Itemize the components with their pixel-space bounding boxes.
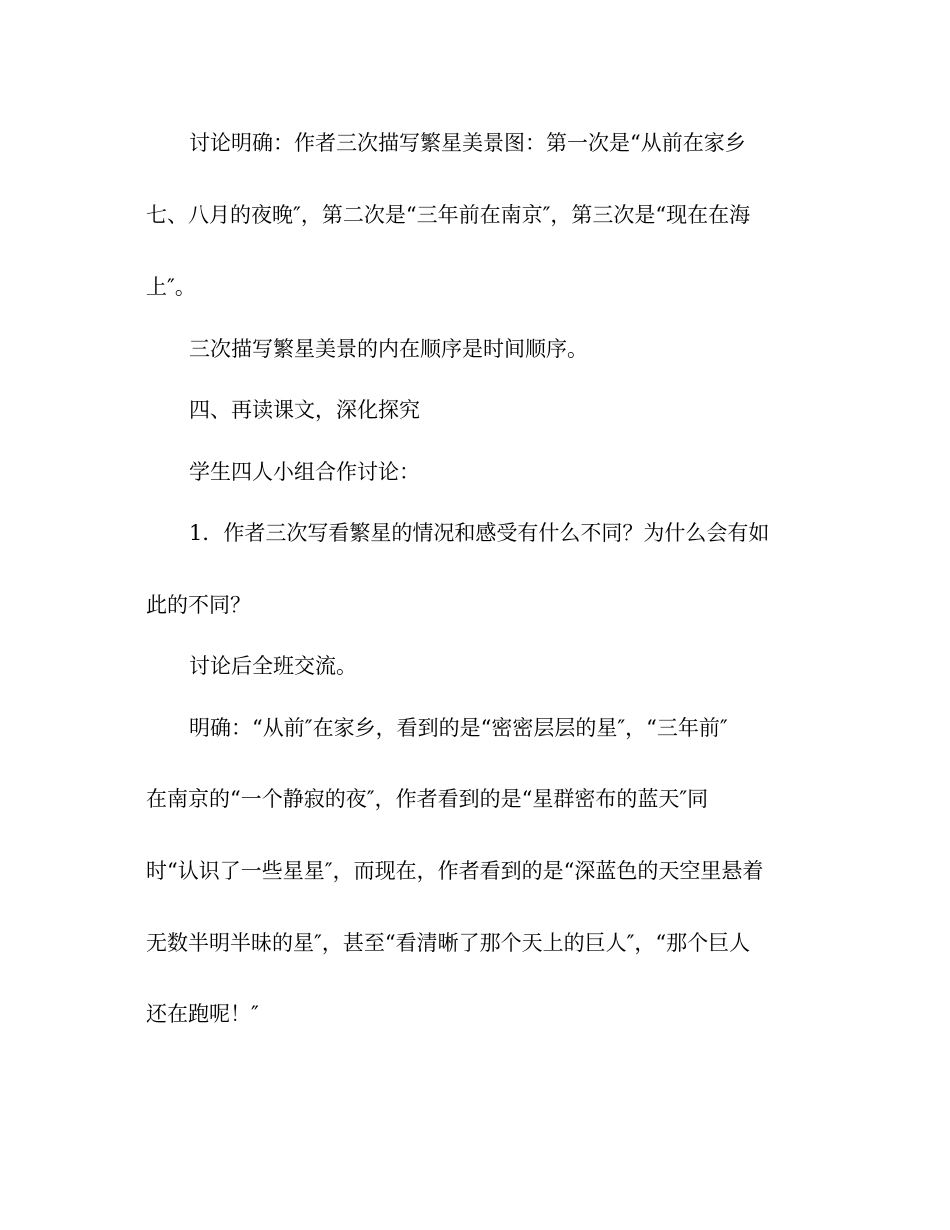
paragraph-answer-line-5: 还在跑呢！″ — [146, 1002, 259, 1026]
paragraph-answer-line-3: 时“认识了一些星星″，而现在，作者看到的是“深蓝色的天空里悬着 — [146, 859, 764, 883]
paragraph-class-exchange: 讨论后全班交流。 — [189, 654, 357, 678]
paragraph-discussion-conclusion-line-2: 七、八月的夜晚″，第二次是“三年前在南京″，第三次是“现在在海 — [146, 203, 751, 227]
paragraph-answer-line-2: 在南京的“一个静寂的夜″，作者看到的是“星群密布的蓝天″同 — [146, 787, 709, 811]
question-one-line-1: 1．作者三次写看繁星的情况和感受有什么不同？为什么会有如 — [189, 521, 770, 545]
paragraph-group-discussion: 学生四人小组合作讨论： — [189, 460, 420, 484]
paragraph-discussion-conclusion-line-1: 讨论明确：作者三次描写繁星美景图：第一次是“从前在家乡 — [189, 131, 746, 155]
paragraph-answer-line-1: 明确：“从前″在家乡，看到的是“密密层层的星″，“三年前″ — [189, 716, 728, 740]
paragraph-answer-line-4: 无数半明半昧的星″，甚至“看清晰了那个天上的巨人″，“那个巨人 — [146, 931, 751, 955]
section-heading-four: 四、再读课文，深化探究 — [189, 398, 420, 422]
question-one-line-2: 此的不同？ — [146, 593, 251, 617]
paragraph-time-order: 三次描写繁星美景的内在顺序是时间顺序。 — [189, 337, 588, 361]
paragraph-discussion-conclusion-line-3: 上″。 — [146, 275, 196, 299]
